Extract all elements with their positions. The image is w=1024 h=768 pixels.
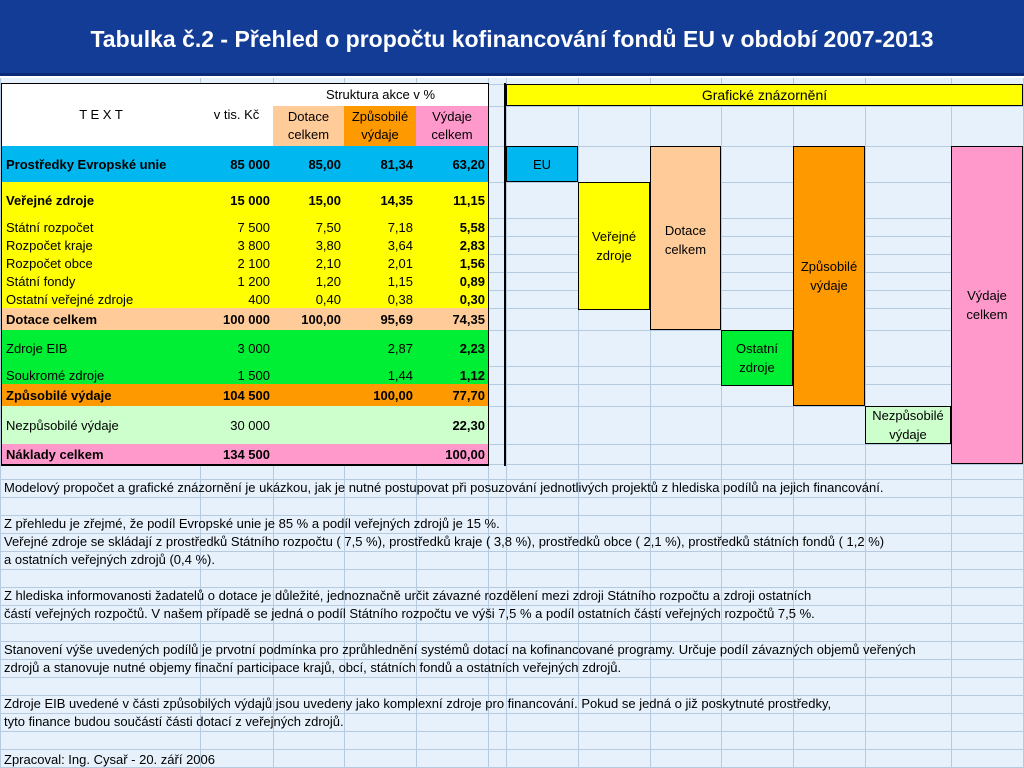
grid-row-line <box>0 569 1024 570</box>
note-line: Z hlediska informovanosti žadatelů o dotace je důležité, jednoznačně určit závazné rozdělení mezi zdroji Státního rozpočtu a zdroji ostatních <box>4 588 812 603</box>
table-cell-zpusobile: 1,44 <box>344 366 416 384</box>
note-line: částí veřejných rozpočtů. V našem případě se jedná o podíl Státního rozpočtu ve výši 7,5 % a podíl ostatních částí veřejných rozpočtů 7,5 %. <box>4 606 815 621</box>
table-cell-amount: 30 000 <box>200 406 273 444</box>
table-cell-amount: 3 000 <box>200 330 273 366</box>
table-cell-dotace <box>273 366 344 384</box>
table-cell-dotace: 100,00 <box>273 308 344 330</box>
table-cell-amount: 400 <box>200 290 273 308</box>
graph-box-eu: EU <box>506 146 578 182</box>
header-struct: Struktura akce v % <box>273 84 488 106</box>
table-cell-amount: 1 500 <box>200 366 273 384</box>
table-cell-amount: 100 000 <box>200 308 273 330</box>
header-dotace: Dotace celkem <box>273 106 344 146</box>
table-cell-dotace: 85,00 <box>273 146 344 182</box>
table-cell-zpusobile: 14,35 <box>344 182 416 218</box>
table-cell-label: Náklady celkem <box>2 444 200 464</box>
table-cell-dotace: 0,40 <box>273 290 344 308</box>
header-zpusobile: Způsobilé výdaje <box>344 106 416 146</box>
table-cell-amount: 7 500 <box>200 218 273 236</box>
table-cell-dotace <box>273 444 344 464</box>
table-cell-zpusobile <box>344 406 416 444</box>
header-text-col: T E X T <box>2 84 200 146</box>
table-cell-amount: 85 000 <box>200 146 273 182</box>
note-line: a ostatních veřejných zdrojů (0,4 %). <box>4 552 215 567</box>
table-cell-vydaje: 22,30 <box>416 406 488 444</box>
header-unit-col: v tis. Kč <box>200 84 273 146</box>
table-cell-label: Ostatní veřejné zdroje <box>2 290 200 308</box>
graph-header: Grafické znázornění <box>506 84 1023 106</box>
table-cell-zpusobile: 100,00 <box>344 384 416 406</box>
note-line: Zpracoval: Ing. Cysař - 20. září 2006 <box>4 752 215 767</box>
table-cell-vydaje: 100,00 <box>416 444 488 464</box>
table-cell-label: Státní rozpočet <box>2 218 200 236</box>
table-cell-vydaje: 1,12 <box>416 366 488 384</box>
table-cell-vydaje: 77,70 <box>416 384 488 406</box>
grid-row-line <box>0 677 1024 678</box>
table-cell-label: Rozpočet kraje <box>2 236 200 254</box>
table-cell-vydaje: 2,83 <box>416 236 488 254</box>
table-cell-amount: 1 200 <box>200 272 273 290</box>
table-cell-zpusobile: 1,15 <box>344 272 416 290</box>
grid-row-line <box>0 497 1024 498</box>
table-cell-label: Zdroje EIB <box>2 330 200 366</box>
table-cell-dotace <box>273 384 344 406</box>
table-cell-label: Nezpůsobilé výdaje <box>2 406 200 444</box>
table-cell-amount: 15 000 <box>200 182 273 218</box>
table-cell-dotace: 1,20 <box>273 272 344 290</box>
graph-box-zpusobile: Způsobilé výdaje <box>793 146 865 406</box>
table-cell-vydaje: 63,20 <box>416 146 488 182</box>
table-cell-dotace: 7,50 <box>273 218 344 236</box>
note-line: Stanovení výše uvedených podílů je prvotní podmínka pro zprůhlednění systémů dotací na kofinancované programy. Určuje podíl závazných objemů veřených <box>4 642 916 657</box>
table-cell-zpusobile: 95,69 <box>344 308 416 330</box>
note-line: Modelový propočet a grafické znázornění je ukázkou, jak je nutné postupovat při posuzování jednotlivých projektů z hlediska podílů na jejich financování. <box>4 480 884 495</box>
note-line: Z přehledu je zřejmé, že podíl Evropské unie je 85 % a podíl veřejných zdrojů je 15 %. <box>4 516 500 531</box>
table-cell-dotace: 3,80 <box>273 236 344 254</box>
table-cell-dotace <box>273 406 344 444</box>
graph-box-nezpusobile: Nezpůsobilé výdaje <box>865 406 951 444</box>
table-cell-amount: 104 500 <box>200 384 273 406</box>
graph-box-verejne: Veřejné zdroje <box>578 182 650 310</box>
table-cell-vydaje: 2,23 <box>416 330 488 366</box>
table-cell-label: Státní fondy <box>2 272 200 290</box>
note-line: Veřejné zdroje se skládají z prostředků Státního rozpočtu ( 7,5 %), prostředků kraje ( 3,8 %), prostředků obce ( 2,1 %), prostředků státních fondů ( 1,2 %) <box>4 534 885 549</box>
table-cell-zpusobile: 3,64 <box>344 236 416 254</box>
table-cell-zpusobile <box>344 444 416 464</box>
table-cell-amount: 134 500 <box>200 444 273 464</box>
table-cell-label: Rozpočet obce <box>2 254 200 272</box>
table-cell-zpusobile: 2,01 <box>344 254 416 272</box>
table-cell-zpusobile: 7,18 <box>344 218 416 236</box>
table-cell-zpusobile: 2,87 <box>344 330 416 366</box>
note-line: Zdroje EIB uvedené v části způsobilých výdajů jsou uvedeny jako komplexní zdroje pro financování. Pokud se jedná o již poskytnuté prostředky, <box>4 696 832 711</box>
grid-row-line <box>0 749 1024 750</box>
table-border <box>504 83 506 466</box>
table-cell-dotace: 15,00 <box>273 182 344 218</box>
note-line: tyto finance budou součástí části dotací z veřejných zdrojů. <box>4 714 344 729</box>
table-cell-amount: 3 800 <box>200 236 273 254</box>
graph-box-vydaje: Výdaje celkem <box>951 146 1023 464</box>
table-cell-vydaje: 1,56 <box>416 254 488 272</box>
table-cell-label: Soukromé zdroje <box>2 366 200 384</box>
table-cell-label: Prostředky Evropské unie <box>2 146 200 182</box>
table-cell-vydaje: 74,35 <box>416 308 488 330</box>
table-cell-vydaje: 5,58 <box>416 218 488 236</box>
grid-row-line <box>0 623 1024 624</box>
header-vydaje: Výdaje celkem <box>416 106 488 146</box>
table-cell-dotace: 2,10 <box>273 254 344 272</box>
graph-box-ostatni: Ostatní zdroje <box>721 330 793 386</box>
spreadsheet-grid <box>0 78 1024 768</box>
page-title: Tabulka č.2 - Přehled o propočtu kofinancování fondů EU v období 2007-2013 <box>90 26 934 52</box>
table-cell-dotace <box>273 330 344 366</box>
table-cell-vydaje: 11,15 <box>416 182 488 218</box>
table-cell-vydaje: 0,30 <box>416 290 488 308</box>
title-bar <box>0 0 1024 76</box>
table-cell-vydaje: 0,89 <box>416 272 488 290</box>
table-cell-amount: 2 100 <box>200 254 273 272</box>
note-line: zdrojů a stanovuje nutné objemy finační participace krajů, obcí, státních fondů a ostatních veřejných zdrojů. <box>4 660 622 675</box>
graph-box-dotace: Dotace celkem <box>650 146 721 330</box>
table-cell-label: Způsobilé výdaje <box>2 384 200 406</box>
table-cell-zpusobile: 0,38 <box>344 290 416 308</box>
table-cell-zpusobile: 81,34 <box>344 146 416 182</box>
table-cell-label: Dotace celkem <box>2 308 200 330</box>
table-cell-label: Veřejné zdroje <box>2 182 200 218</box>
grid-row-line <box>0 731 1024 732</box>
